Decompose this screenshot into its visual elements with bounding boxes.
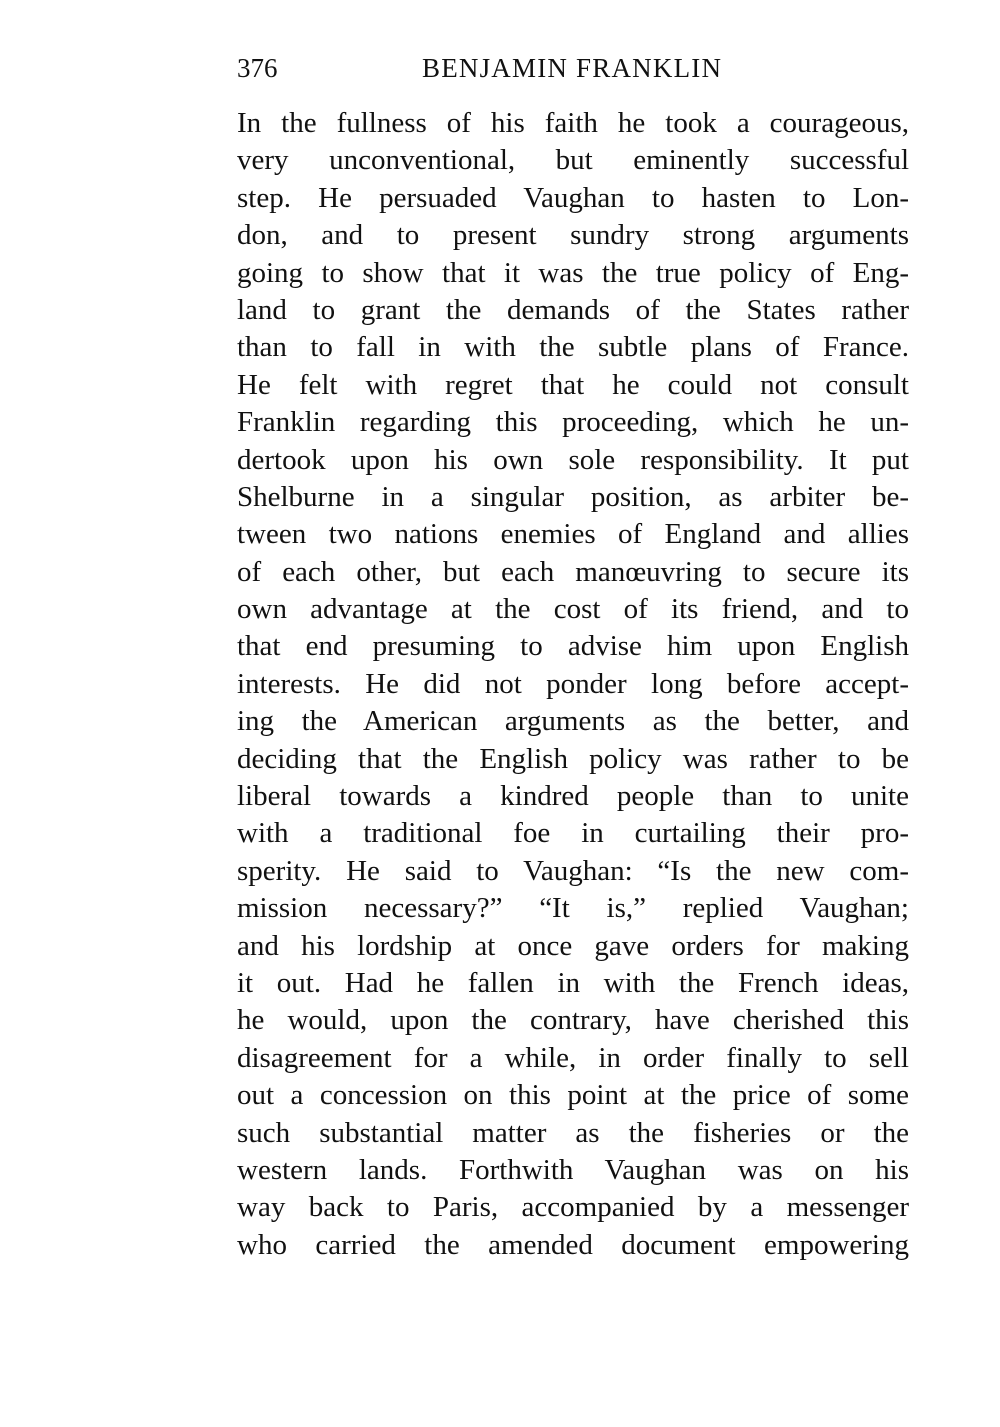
text-line: out a concession on this point at the price of some [237, 1079, 909, 1112]
text-line: he would, upon the contrary, have cherished this [237, 1004, 909, 1037]
text-line: tween two nations enemies of England and allies [237, 518, 909, 551]
text-line: with a traditional foe in curtailing their pro- [237, 817, 909, 850]
text-line: deciding that the English policy was rather to be [237, 742, 909, 775]
text-line: very unconventional, but eminently successful [237, 144, 909, 177]
text-line: such substantial matter as the fisheries or the [237, 1116, 909, 1149]
body-text [237, 105, 909, 1264]
text-line: interests. He did not ponder long before accept- [237, 667, 909, 700]
text-line: mission necessary?” “It is,” replied Vaughan; [237, 892, 909, 925]
text-line: ing the American arguments as the better, and [237, 705, 909, 738]
text-line: way back to Paris, accompanied by a messenger [237, 1191, 909, 1224]
text-line: who carried the amended document empowering [237, 1228, 909, 1261]
text-line: In the fullness of his faith he took a courageous, [237, 107, 909, 139]
text-line: Franklin regarding this proceeding, which he un- [237, 406, 909, 439]
text-line: dertook upon his own sole responsibility. It put [237, 443, 909, 476]
text-line: and his lordship at once gave orders for making [237, 929, 909, 962]
text-line: He felt with regret that he could not consult [237, 368, 909, 401]
text-line: land to grant the demands of the States rather [237, 293, 909, 326]
text-line: step. He persuaded Vaughan to hasten to Lon- [237, 181, 909, 214]
text-line: than to fall in with the subtle plans of France. [237, 331, 909, 364]
text-line: disagreement for a while, in order finally to sell [237, 1041, 909, 1074]
text-line: own advantage at the cost of its friend, and to [237, 593, 909, 626]
text-line: that end presuming to advise him upon English [237, 630, 909, 663]
running-head [237, 50, 909, 86]
text-line: don, and to present sundry strong arguments [237, 219, 909, 252]
text-line: Shelburne in a singular position, as arbiter be- [237, 480, 909, 513]
text-line: western lands. Forthwith Vaughan was on his [237, 1153, 909, 1186]
text-line: it out. Had he fallen in with the French ideas, [237, 966, 909, 999]
text-line: going to show that it was the true policy of Eng- [237, 256, 909, 289]
text-line: liberal towards a kindred people than to unite [237, 780, 909, 813]
running-title: BENJAMIN FRANKLIN [422, 53, 723, 83]
text-line: sperity. He said to Vaughan: “Is the new com- [237, 854, 909, 887]
text-line: of each other, but each manœuvring to secure its [237, 555, 909, 588]
page-number: 376 [237, 53, 278, 83]
